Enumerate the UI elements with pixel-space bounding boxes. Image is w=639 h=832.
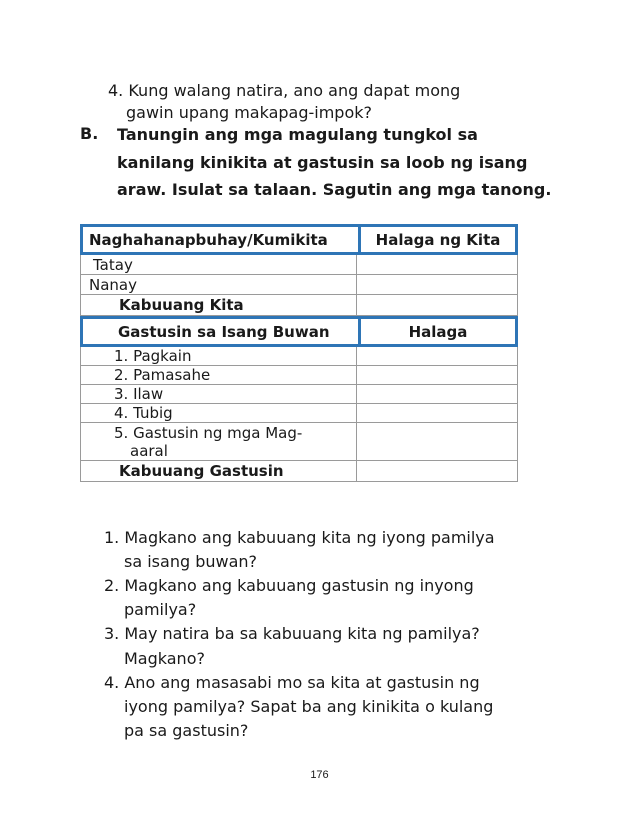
expense-value-pamasahe[interactable] [356, 366, 517, 384]
expense-header-col1: Gastusin sa Isang Buwan [118, 322, 330, 341]
section-b-letter: B. [80, 124, 99, 143]
expense-value-tubig[interactable] [356, 404, 517, 422]
question-3-line2: Magkano? [124, 649, 205, 668]
income-header-row [80, 224, 518, 255]
question-1-line2: sa isang buwan? [124, 552, 258, 571]
income-row-nanay: Nanay [89, 275, 137, 294]
expense-row5-line2: aaral [130, 441, 168, 460]
income-row-tatay: Tatay [93, 255, 133, 274]
expense-row-pamasahe: 2. Pamasahe [114, 366, 211, 384]
expense-row-ilaw: 3. Ilaw [114, 385, 164, 403]
income-total-value[interactable] [356, 295, 517, 315]
table-row [80, 347, 518, 366]
item-4-line2: gawin upang makapag-impok? [126, 103, 373, 122]
table-row [80, 275, 518, 295]
table-row [80, 461, 518, 482]
table-row [80, 404, 518, 423]
question-4-line3: pa sa gastusin? [124, 721, 249, 740]
income-header-col1: Naghahanapbuhay/Kumikita [89, 230, 328, 249]
page-number: 176 [310, 769, 329, 781]
section-b-line3: araw. Isulat sa talaan. Sagutin ang mga tanong. [117, 180, 552, 199]
expense-row-pagkain: 1. Pagkain [114, 347, 192, 365]
expense-value-pagkain[interactable] [356, 347, 517, 365]
expense-row5-line1: 5. Gastusin ng mga Mag- [114, 423, 303, 442]
expense-total-label: Kabuuang Gastusin [119, 462, 284, 480]
question-4-line1: 4. Ano ang masasabi mo sa kita at gastusin ng [104, 673, 480, 692]
expense-row-mag-aaral [81, 423, 356, 460]
income-header-col2: Halaga ng Kita [358, 227, 515, 252]
question-3-line1: 3. May natira ba sa kabuuang kita ng pamilya? [104, 624, 480, 643]
expense-row-tubig: 4. Tubig [114, 404, 173, 422]
item-4-line1: 4. Kung walang natira, ano ang dapat mong [108, 81, 461, 100]
table-row [80, 423, 518, 461]
income-value-tatay[interactable] [356, 255, 517, 274]
question-4-line2: iyong pamilya? Sapat ba ang kinikita o kulang [124, 697, 494, 716]
expense-header-row [80, 316, 518, 347]
question-2-line2: pamilya? [124, 600, 197, 619]
table-row [80, 366, 518, 385]
income-expense-table [80, 224, 518, 482]
expense-header-col2: Halaga [358, 319, 515, 344]
income-total-label: Kabuuang Kita [119, 296, 244, 314]
question-1-line1: 1. Magkano ang kabuuang kita ng iyong pamilya [104, 528, 495, 547]
table-row [80, 385, 518, 404]
question-2-line1: 2. Magkano ang kabuuang gastusin ng inyong [104, 576, 474, 595]
section-b-line2: kanilang kinikita at gastusin sa loob ng isang [117, 153, 528, 172]
section-b-line1: Tanungin ang mga magulang tungkol sa [117, 125, 478, 144]
expense-total-value[interactable] [356, 461, 517, 481]
table-row [80, 295, 518, 316]
expense-value-mag-aaral[interactable] [356, 423, 517, 460]
table-row [80, 255, 518, 275]
income-value-nanay[interactable] [356, 275, 517, 294]
expense-value-ilaw[interactable] [356, 385, 517, 403]
